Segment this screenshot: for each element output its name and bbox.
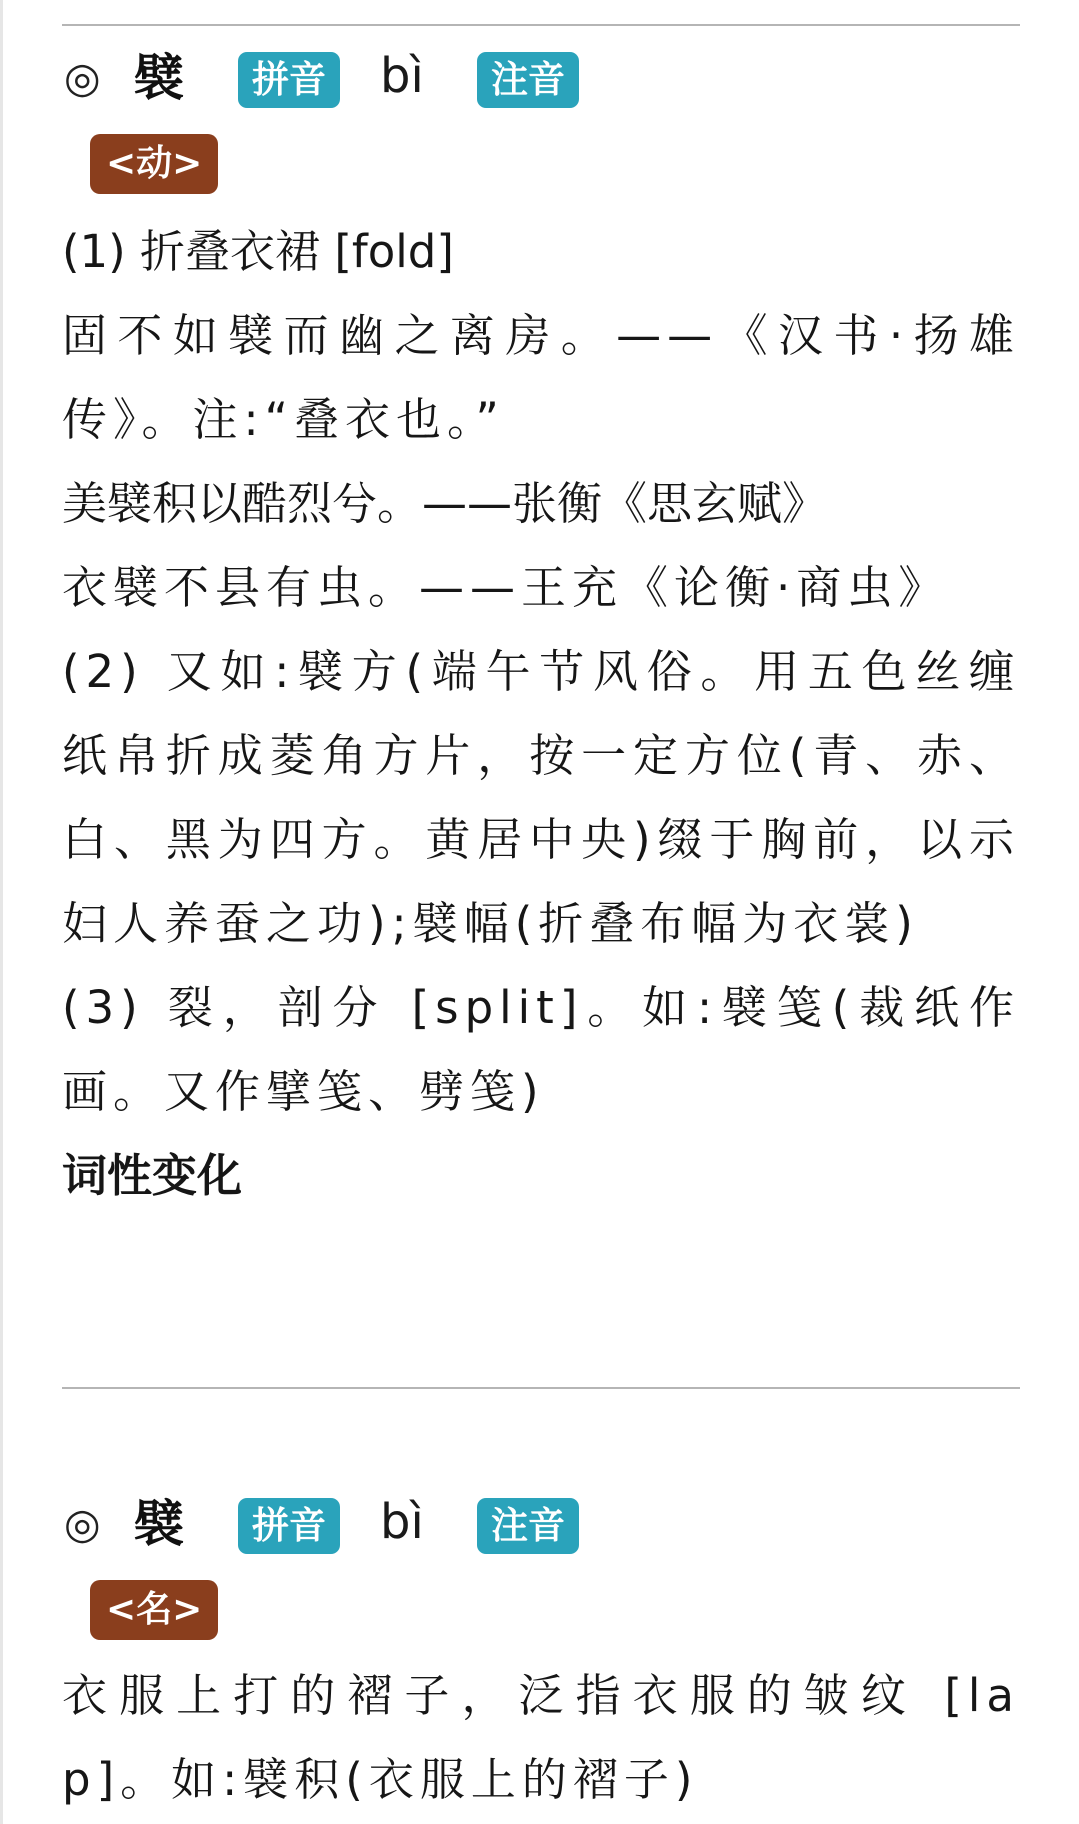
entry-body: [62, 210, 1020, 1218]
definition-line: (2) 又如:襞方(端午节风俗。用五色丝缠纸帛折成菱角方片，按一定方位(青、赤、白、黑为四方。黄居中央)缀于胸前，以示妇人养蚕之功);襞幅(折叠布幅为衣裳): [62, 645, 1020, 950]
pinyin-text: bì: [380, 48, 424, 104]
entry-verb: [62, 42, 1022, 1202]
definition-line: 衣服上打的褶子，泛指衣服的皱纹 [lap]。如:襞积(衣服上的褶子): [62, 1669, 1020, 1806]
entry-header: [62, 42, 1022, 122]
definition-line: (3) 裂，剖分 [split]。如:襞笺(裁纸作画。又作擘笺、劈笺): [62, 981, 1020, 1118]
entry-noun: [62, 1488, 1022, 1806]
part-of-speech-badge: <名>: [90, 1580, 218, 1640]
citation-line: 固不如襞而幽之离房。——《汉书·扬雄传》。注:“叠衣也。”: [62, 309, 1020, 446]
headword: 襞: [134, 49, 184, 107]
bullet-circle-icon: ◎: [64, 1499, 101, 1548]
bullet-circle-icon: ◎: [64, 53, 101, 102]
word-class-change-heading[interactable]: 词性变化: [62, 1149, 243, 1202]
entry-body: [62, 1654, 1020, 1822]
pinyin-tag[interactable]: 拼音: [238, 1498, 340, 1554]
definition-line: (1) 折叠衣裙 [fold]: [62, 225, 454, 278]
zhuyin-tag[interactable]: 注音: [477, 1498, 579, 1554]
citation-line: 衣襞不县有虫。——王充《论衡·商虫》: [62, 561, 950, 614]
entry-header: [62, 1488, 1022, 1568]
left-edge-divider: [0, 0, 3, 1824]
headword: 襞: [134, 1495, 184, 1553]
zhuyin-tag[interactable]: 注音: [477, 52, 579, 108]
pinyin-tag[interactable]: 拼音: [238, 52, 340, 108]
citation-line: 美襞积以酷烈兮。——张衡《思玄赋》: [62, 477, 828, 530]
section-divider: [62, 1387, 1020, 1389]
pinyin-text: bì: [380, 1494, 424, 1550]
part-of-speech-badge: <动>: [90, 134, 218, 194]
top-divider: [62, 24, 1020, 26]
